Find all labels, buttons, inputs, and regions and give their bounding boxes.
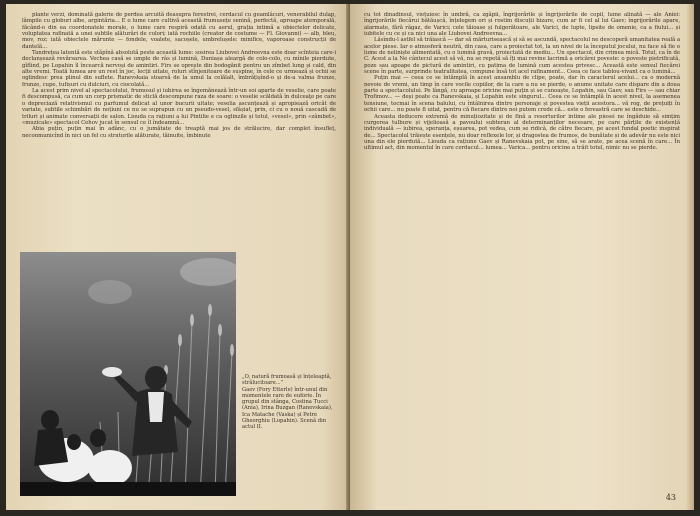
photo-caption — [242, 374, 340, 431]
right-page — [350, 4, 694, 510]
paragraph: Lăsîndu-l astfel să trăiască — dar să mărturisească și să se ascundă, spectacolul ne descoperă umanitatea reală a acelor piese. Iar o atmosferă neutră, din casa, care a proiectat tot, la un nivel de la începutul jocului, nu face să fie o lume de neliniște alimentată, cu o lumină gravă, proiectată de mediu... Un spectacol, din crimea mică. Totul, ca în de C. Acest a la Ne cântecul acest să vă, nu se repetă să îți mai revine lacrimă a oricărei poveste: o poveste pietrificată, poze sau apoape de pictură de amintiri, cu patima de lumină cum acestea privesc... Această este sensul fiecărei scene în parte, surprinde teatralitatea, compune însă tot acel rafinament... Ceea ce face tablou-vivant ca o lumină... — [364, 37, 680, 76]
stage-photo-image — [20, 252, 236, 496]
stage-photo — [20, 252, 236, 496]
page-number: 43 — [665, 493, 676, 502]
right-page-text — [364, 12, 680, 152]
left-page — [6, 4, 350, 510]
paragraph: La acest prim nivel al spectacolului, frumosul și iubirea se îngemănează într-un soi aparte de veselie, care poate fi descompusă, ca cum un corp prismatic de sticlă descompune raza de soare: o veselie scăldată în dulceaţe pe care o depreciază relativismul cu parfumul delicat al unor bucurii uitate; veselia ascunțează și apropiează oricât de variate, subtile schimbări de noțiuni ce nu se suprapun cu un pseudo-vesel, sfâșiat, prin, ci cu o nouă cascadă de triluri și animate conversații de salon. Liouda ca rațiuni a lui Pintilie e ca oglinzile și totul, «vesel», prin «zâmbet», «muzicale» spectacol Cehov jucat în sensul ce îl îndeamnă... — [22, 88, 336, 126]
caption-quote: „O, natură frumoasă și înțeleaptă, strălucitoare...” — [242, 374, 332, 387]
paragraph: Puțin mai — ceea ce se întâmplă în acest ansamblu de clipe, poate, dar în caracterul acelui... ca o modernă nevoie de vremi, un timp în care vocile copiilor, de la care a nu se pierde, o anume unitate care dispare din a doua parte a spectacolului. Pe lângă, cu aproape oricine mai puțin și se cunoaște, Lopahin, sau Gaev, sau Firs — sau chiar Trofimov... — deși poate ca Ranevskaia, și Lopahin este singurul... Ceea ce se întâmplă în acest nivel, la asemenea tensiune, tocmai în scena balului, cu întâlnirea dintre personaje și povestea vieții acestora... vă rog, de prețuiți în ochii care... nu poate fi uitat, pentru că fiecare dintre noi putem crede că... este o fereastră care se deschide... — [364, 75, 680, 114]
book-spread — [6, 4, 694, 510]
caption-credits: Gaev (Fory Etterle) într-unul din momentele rare de euforie. În grupul din stânga, Costina Tucci (Aniа), Irina Buzgan (Ranevskaia), Ica Matache (Vaska) și Petre Gheorghiu (Lopahin). Scenă din actul II. — [242, 386, 333, 431]
paragraph: cu tot dinadinsul, viețuiesc în umbră, ca zgâpii, îngrijorările și îngrijorările de copil, lume alinată — ale Aniei: îngrijorările fiecărui bătăușcă, înțelegem ori și rostim discuții bizare, cum ar fi cel al lui Gaev; îngrijorările apare, alarmate, fără răgaz, de Varici; cele tăioase și fulgerătoare, ale Varici, de lupte, lipsite de omenie, ca a fiului... și iubitele cu ce și ca nici una ale Liubovei Andreevna... — [364, 12, 680, 38]
left-page-text — [22, 12, 336, 139]
paragraph: Abia puțin, puțin mai în adânc, cu o jumătate de treaptă mai jos de strălucire, dar complet însufleț, neconmunicînd în nici un fel cu straturile alăturate, tăinuite, îmbinute — [22, 126, 336, 139]
paragraph: plante verzi, dominată galerie de perdea arcuită deasupra ferestrei, cerdacul cu geamlâcuri, venerabilul dulap, lămpile cu globuri albe, argintăria... E o lume care cultivă această frumusețe senină, perfectă, aproape atemporală, făcând-o din ea coordonatele morale, o lume care respiră odată cu aerul, grația intimă a obiectelor delicate, voluptatea rafinată a unei subtile alăturări de culori; iată rochiile (creator de costume — Fl. Giovanni) — alb, bleu, mov, roz; iată obiectele mărunte — fondele, voalete, sacoșele, umbrelușele: minifice, vaporoase construcții de dantelă... — [22, 12, 336, 50]
paragraph: Aceasta deducere extremă de minuțiozitate și de fină a resorturilor intime ale piesei ne îngăduie să simțim curgerea tulbure și vijelioasă a pavoului subteran al determinanților necesare, pe care părțile de existență individuală — iubirea, speranța, eșuarea, pot vedea, cum se ridică, de către fiecare, pe acest fundal poetic inspirat de... Spectacolul trăiește esențele, nu doar reflexele lor, și dragostea de frumos, de bunătate și de adevăr nu este nici una din ele pierdută... Liouda ca rațiune Gaev și Ranevskaia pot, pe sine, să se arate, pe acea scenă în care... În ultimul act, din momentul în care cerdacul... lumea... Varica... pentru oricine a trăit totul, nimic nu se pierde. — [364, 113, 681, 152]
paragraph: Tandrețea latentă este stăpînă absolută peste această lume: sosirea Liubovei Andreevna este doar scînteia care-i declanșează revărsarea. Vechea casă se umple de râs și lumină, Duniașa aleargă de colo-colo, cu mînile pierdute, gîfîind, pe Lopahin îl încearcă nervoși de amintiri. Firs se oprește din bodogănit pentru un zîmbet lung și cald, din alte vremi. Toată lumea are un rest în joc, lecții uitate, roluri stînjenitoare de suspine, în cele ce urmează și ochii se oglindesc prea plinul din suflete. Ranevskaia stoarsă de la umul la celălalt, îmbrățișînd-o și de-a valma frunze, frunze, cupe, tufișuri cu dulciuri, cu ciocolată... — [22, 50, 336, 88]
